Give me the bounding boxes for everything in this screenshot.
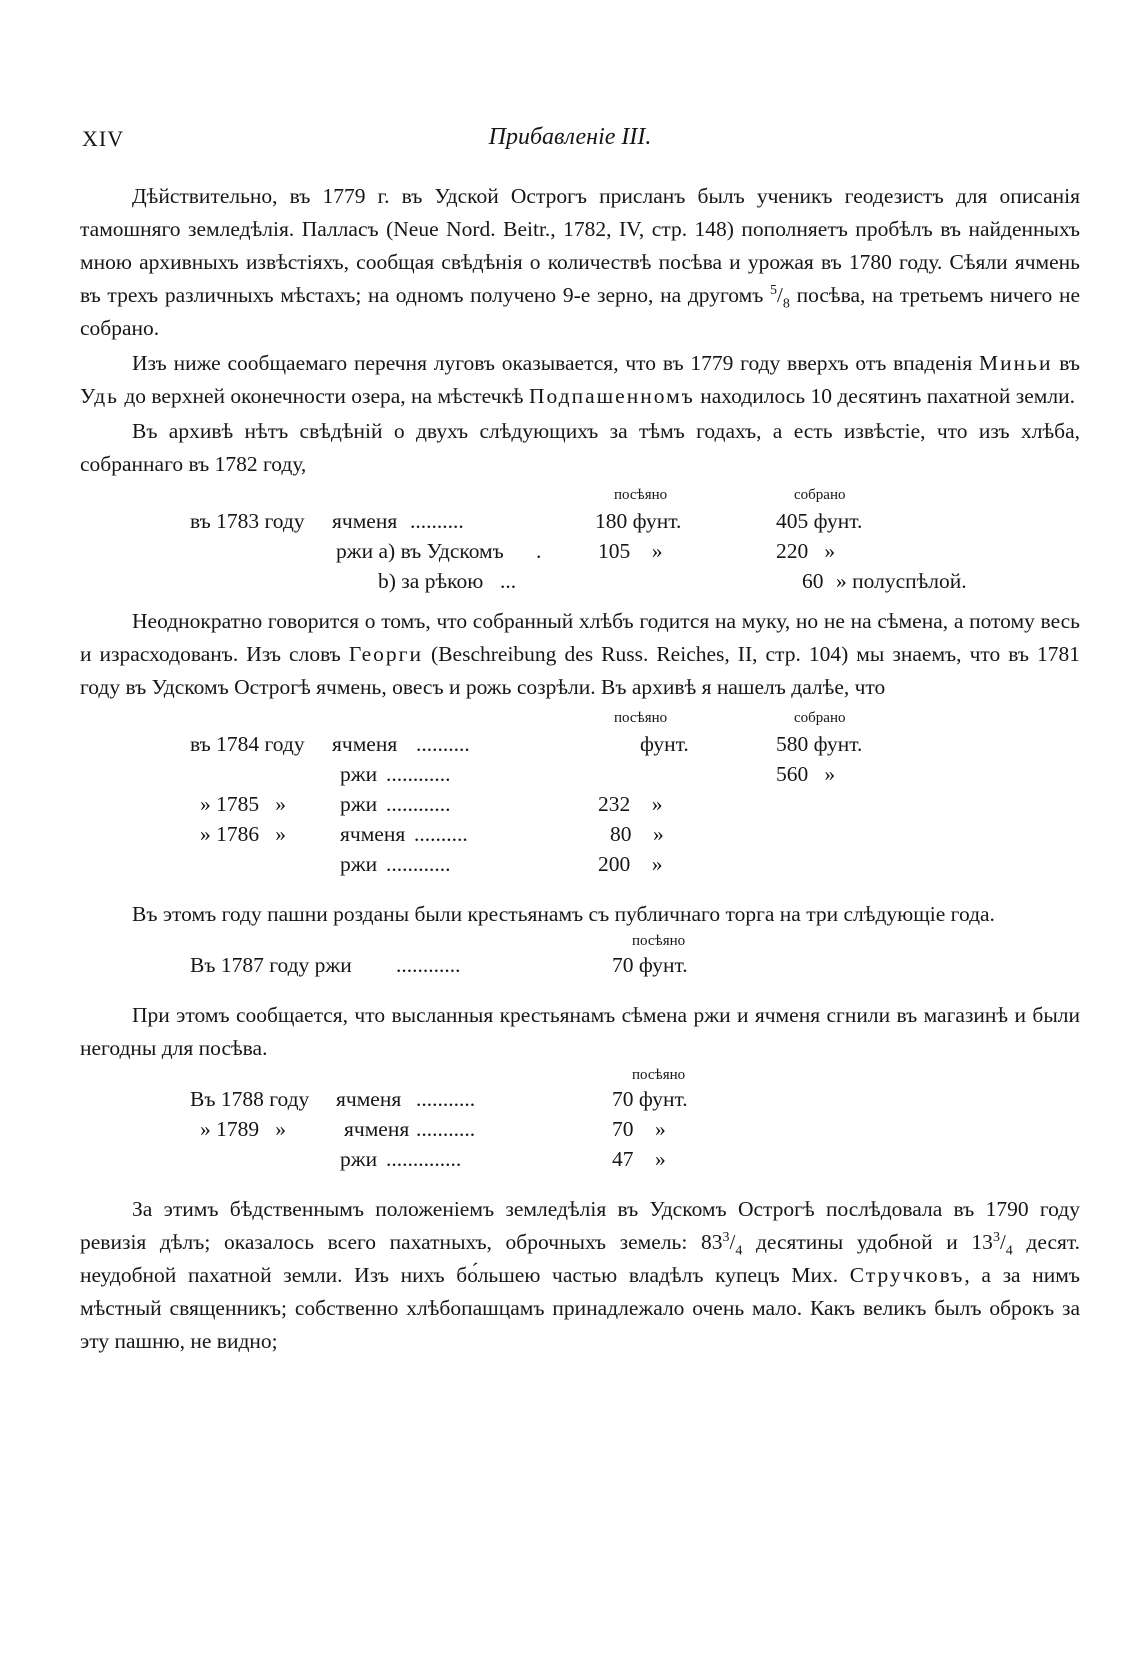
row-crop: ячменя <box>340 822 406 846</box>
row-crop: ржи а) въ Удскомъ <box>336 539 504 563</box>
fraction-denominator: 8 <box>782 296 790 312</box>
row-year: » 1786 » <box>200 822 286 846</box>
row-harvested: 405 фунт. <box>776 509 863 533</box>
row-note: » полуспѣлой. <box>836 569 967 593</box>
fraction-numerator: 3 <box>992 1229 1000 1245</box>
row-year: » 1789 » <box>200 1117 286 1141</box>
row-label: Въ 1787 году ржи <box>190 953 352 977</box>
row-leader-dots: ........... <box>416 1087 476 1111</box>
place-name: Подпашенномъ <box>528 384 695 408</box>
row-leader-dots: ............ <box>396 953 461 977</box>
row-sown: 47 » <box>612 1147 666 1171</box>
paragraph-5: Въ этомъ году пашни розданы были крестьянамъ съ публичнаго торга на три слѣдующіе года. <box>132 902 995 926</box>
row-sown: 70 » <box>612 1117 666 1141</box>
row-sown: 232 » <box>598 792 663 816</box>
row-harvested: 580 фунт. <box>776 732 863 756</box>
row-leader-dots: ............ <box>386 852 451 876</box>
body-text <box>80 180 1080 1358</box>
row-leader-dots: ........... <box>416 1117 476 1141</box>
paragraph-7: За этимъ бѣдственнымъ положеніемъ земледѣлія въ Удскомъ Острогѣ послѣдовала въ 1790 году ревизія дѣлъ; оказалось всего пахатныхъ, оброчныхъ земель: $83^3/_4$ десятины удобной и $13^3/_4$ десят. неудобной пахатной земли. Изъ нихъ бо́льшею частью владѣлъ купецъ Мих. Стручковъ, а за нимъ мѣстный священникъ; собственно хлѣбопашцамъ принадлежало очень мало. Какъ великъ былъ оброкъ за эту пашню, не видно; <box>80 1197 1081 1353</box>
place-name: Удь <box>80 384 119 408</box>
harvest-table-1783 <box>80 481 1080 593</box>
merchant-name: Стручковъ <box>849 1263 965 1287</box>
paragraph-text: (Beschreibung des Russ. Reiches, II, стр. 104) мы знаемъ, что въ 1781 году въ Удскомъ Острогѣ ячмень, овесъ и рожь созрѣли. Въ архивѣ я нашелъ далѣе, что <box>80 642 1081 699</box>
paragraph-text: находилось 10 десятинъ пахатной земли. <box>700 384 1075 408</box>
row-leader-dots: .......... <box>410 509 464 533</box>
paragraph-6: При этомъ сообщается, что высланныя крестьянамъ сѣмена ржи и ячменя сгнили въ магазинѣ и были негодны для посѣва. <box>80 1003 1080 1060</box>
row-harvested: 560 » <box>776 762 836 786</box>
row-leader-dots: .......... <box>414 822 468 846</box>
row-crop: ржи <box>340 852 378 876</box>
row-crop: ячменя <box>332 732 398 756</box>
row-sown: 105 » <box>598 539 663 563</box>
row-sown: фунт. <box>640 732 689 756</box>
running-title: Прибавленіе III. <box>488 124 652 150</box>
row-crop: ржи <box>340 1147 378 1171</box>
harvest-table-1788-1789 <box>80 1065 1080 1183</box>
row-leader-dots: ............ <box>386 792 451 816</box>
row-year: въ 1783 году <box>190 509 305 533</box>
page-number: XIV <box>82 126 125 151</box>
row-sown: 70 фунт. <box>612 1087 688 1111</box>
row-crop: ржи <box>340 792 378 816</box>
row-leader-dots: ... <box>500 569 517 593</box>
row-crop: ячменя <box>332 509 398 533</box>
paragraph-4 <box>80 605 1080 704</box>
harvest-table-1784-1786 <box>80 704 1080 884</box>
row-sown: 200 » <box>598 852 663 876</box>
paragraph-text: посѣва, на третьемъ ничего не собрано. <box>80 283 1081 340</box>
paragraph-text: Неоднократно говорится о томъ, что собранный хлѣбъ годится на муку, но не на сѣмена, а потому весь и израсходованъ. Изъ словъ <box>80 609 1080 666</box>
paragraph-text: Изъ ниже сообщаемаго перечня луговъ оказывается, что въ 1779 году вверхъ отъ впаденія <box>132 351 973 375</box>
paragraph-text: , а за нимъ мѣстный священникъ; собственно хлѣбопашцамъ принадлежало очень мало. Какъ великъ былъ оброкъ за эту пашню, не видно; <box>80 1263 1080 1353</box>
row-leader-dots: ............ <box>386 762 451 786</box>
harvest-table-1787 <box>80 931 1080 989</box>
paragraph-text: десят. неудобной пахатной земли. Изъ нихъ бо́льшею частью владѣлъ купецъ Мих. <box>80 1230 1081 1287</box>
paragraph-1: Дѣйствительно, въ 1779 г. въ Удской Острогъ присланъ былъ ученикъ геодезистъ для описанія тамошняго земледѣлія. Палласъ (Neue Nord. Beitr., 1782, IV, стр. 148) пополняетъ пробѣлъ въ найденныхъ мною архивныхъ извѣстіяхъ, сообщая свѣдѣнія о количествѣ посѣва и урожая въ 1780 году. Сѣяли ячмень въ трехъ различныхъ мѣстахъ; на одномъ получено 9-е зерно, на другомъ $^5/_8$ посѣва, на третьемъ ничего не собрано. <box>80 184 1081 340</box>
row-crop: ячменя <box>344 1117 410 1141</box>
row-sown: 180 фунт. <box>595 509 682 533</box>
row-harvested: 60 <box>802 569 824 593</box>
row-leader-dots: .............. <box>386 1147 462 1171</box>
row-crop: ржи <box>340 762 378 786</box>
row-harvested: 220 » <box>776 539 836 563</box>
place-name: Миньи <box>979 351 1053 375</box>
column-header-harvested: собрано <box>794 710 846 726</box>
fraction-denominator: 4 <box>735 1243 743 1259</box>
row-sown: 70 фунт. <box>612 953 688 977</box>
row-leader-dots: . <box>536 539 542 563</box>
row-year: » 1785 » <box>200 792 286 816</box>
column-header-sown: посѣяно <box>614 710 668 726</box>
row-sown: 80 » <box>610 822 664 846</box>
paragraph-text: десятины удобной и 13 <box>755 1230 993 1254</box>
column-header-sown: посѣяно <box>614 487 668 503</box>
row-year: въ 1784 году <box>190 732 305 756</box>
column-header-harvested: собрано <box>794 487 846 503</box>
fraction-numerator: 5 <box>770 282 778 298</box>
author-name: Георги <box>348 642 424 666</box>
row-crop: ячменя <box>336 1087 402 1111</box>
paragraph-text: За этимъ бѣдственнымъ положеніемъ земледѣлія въ Удскомъ Острогѣ послѣдовала въ 1790 году ревизія дѣлъ; оказалось всего пахатныхъ, оброчныхъ земель: 83 <box>80 1197 1080 1254</box>
row-crop: b) за рѣкою <box>378 569 484 593</box>
row-year: Въ 1788 году <box>190 1087 310 1111</box>
paragraph-3: Въ архивѣ нѣтъ свѣдѣній о двухъ слѣдующихъ за тѣмъ годахъ, а есть извѣстіе, что изъ хлѣба, собраннаго въ 1782 году, <box>80 419 1080 476</box>
column-header-sown: посѣяно <box>632 933 686 949</box>
fraction-numerator: 3 <box>722 1229 730 1245</box>
paragraph-text: Дѣйствительно, въ 1779 г. въ Удской Острогъ присланъ былъ ученикъ геодезистъ для описанія тамошняго земледѣлія. Палласъ (Neue Nord. Beitr., 1782, IV, стр. 148) пополняетъ пробѣлъ въ найденныхъ мною архивныхъ извѣстіяхъ, сообщая свѣдѣнія о количествѣ посѣва и урожая въ 1780 году. Сѣяли ячмень въ трехъ различныхъ мѣстахъ; на одномъ получено 9-е зерно, на другомъ <box>80 184 1080 307</box>
paragraph-text: до верхней оконечности озера, на мѣстечкѣ <box>124 384 524 408</box>
column-header-sown: посѣяно <box>632 1067 686 1083</box>
row-leader-dots: .......... <box>416 732 470 756</box>
paragraph-2 <box>80 347 1080 413</box>
fraction-denominator: 4 <box>1005 1243 1013 1259</box>
paragraph-text: въ <box>1059 351 1080 375</box>
